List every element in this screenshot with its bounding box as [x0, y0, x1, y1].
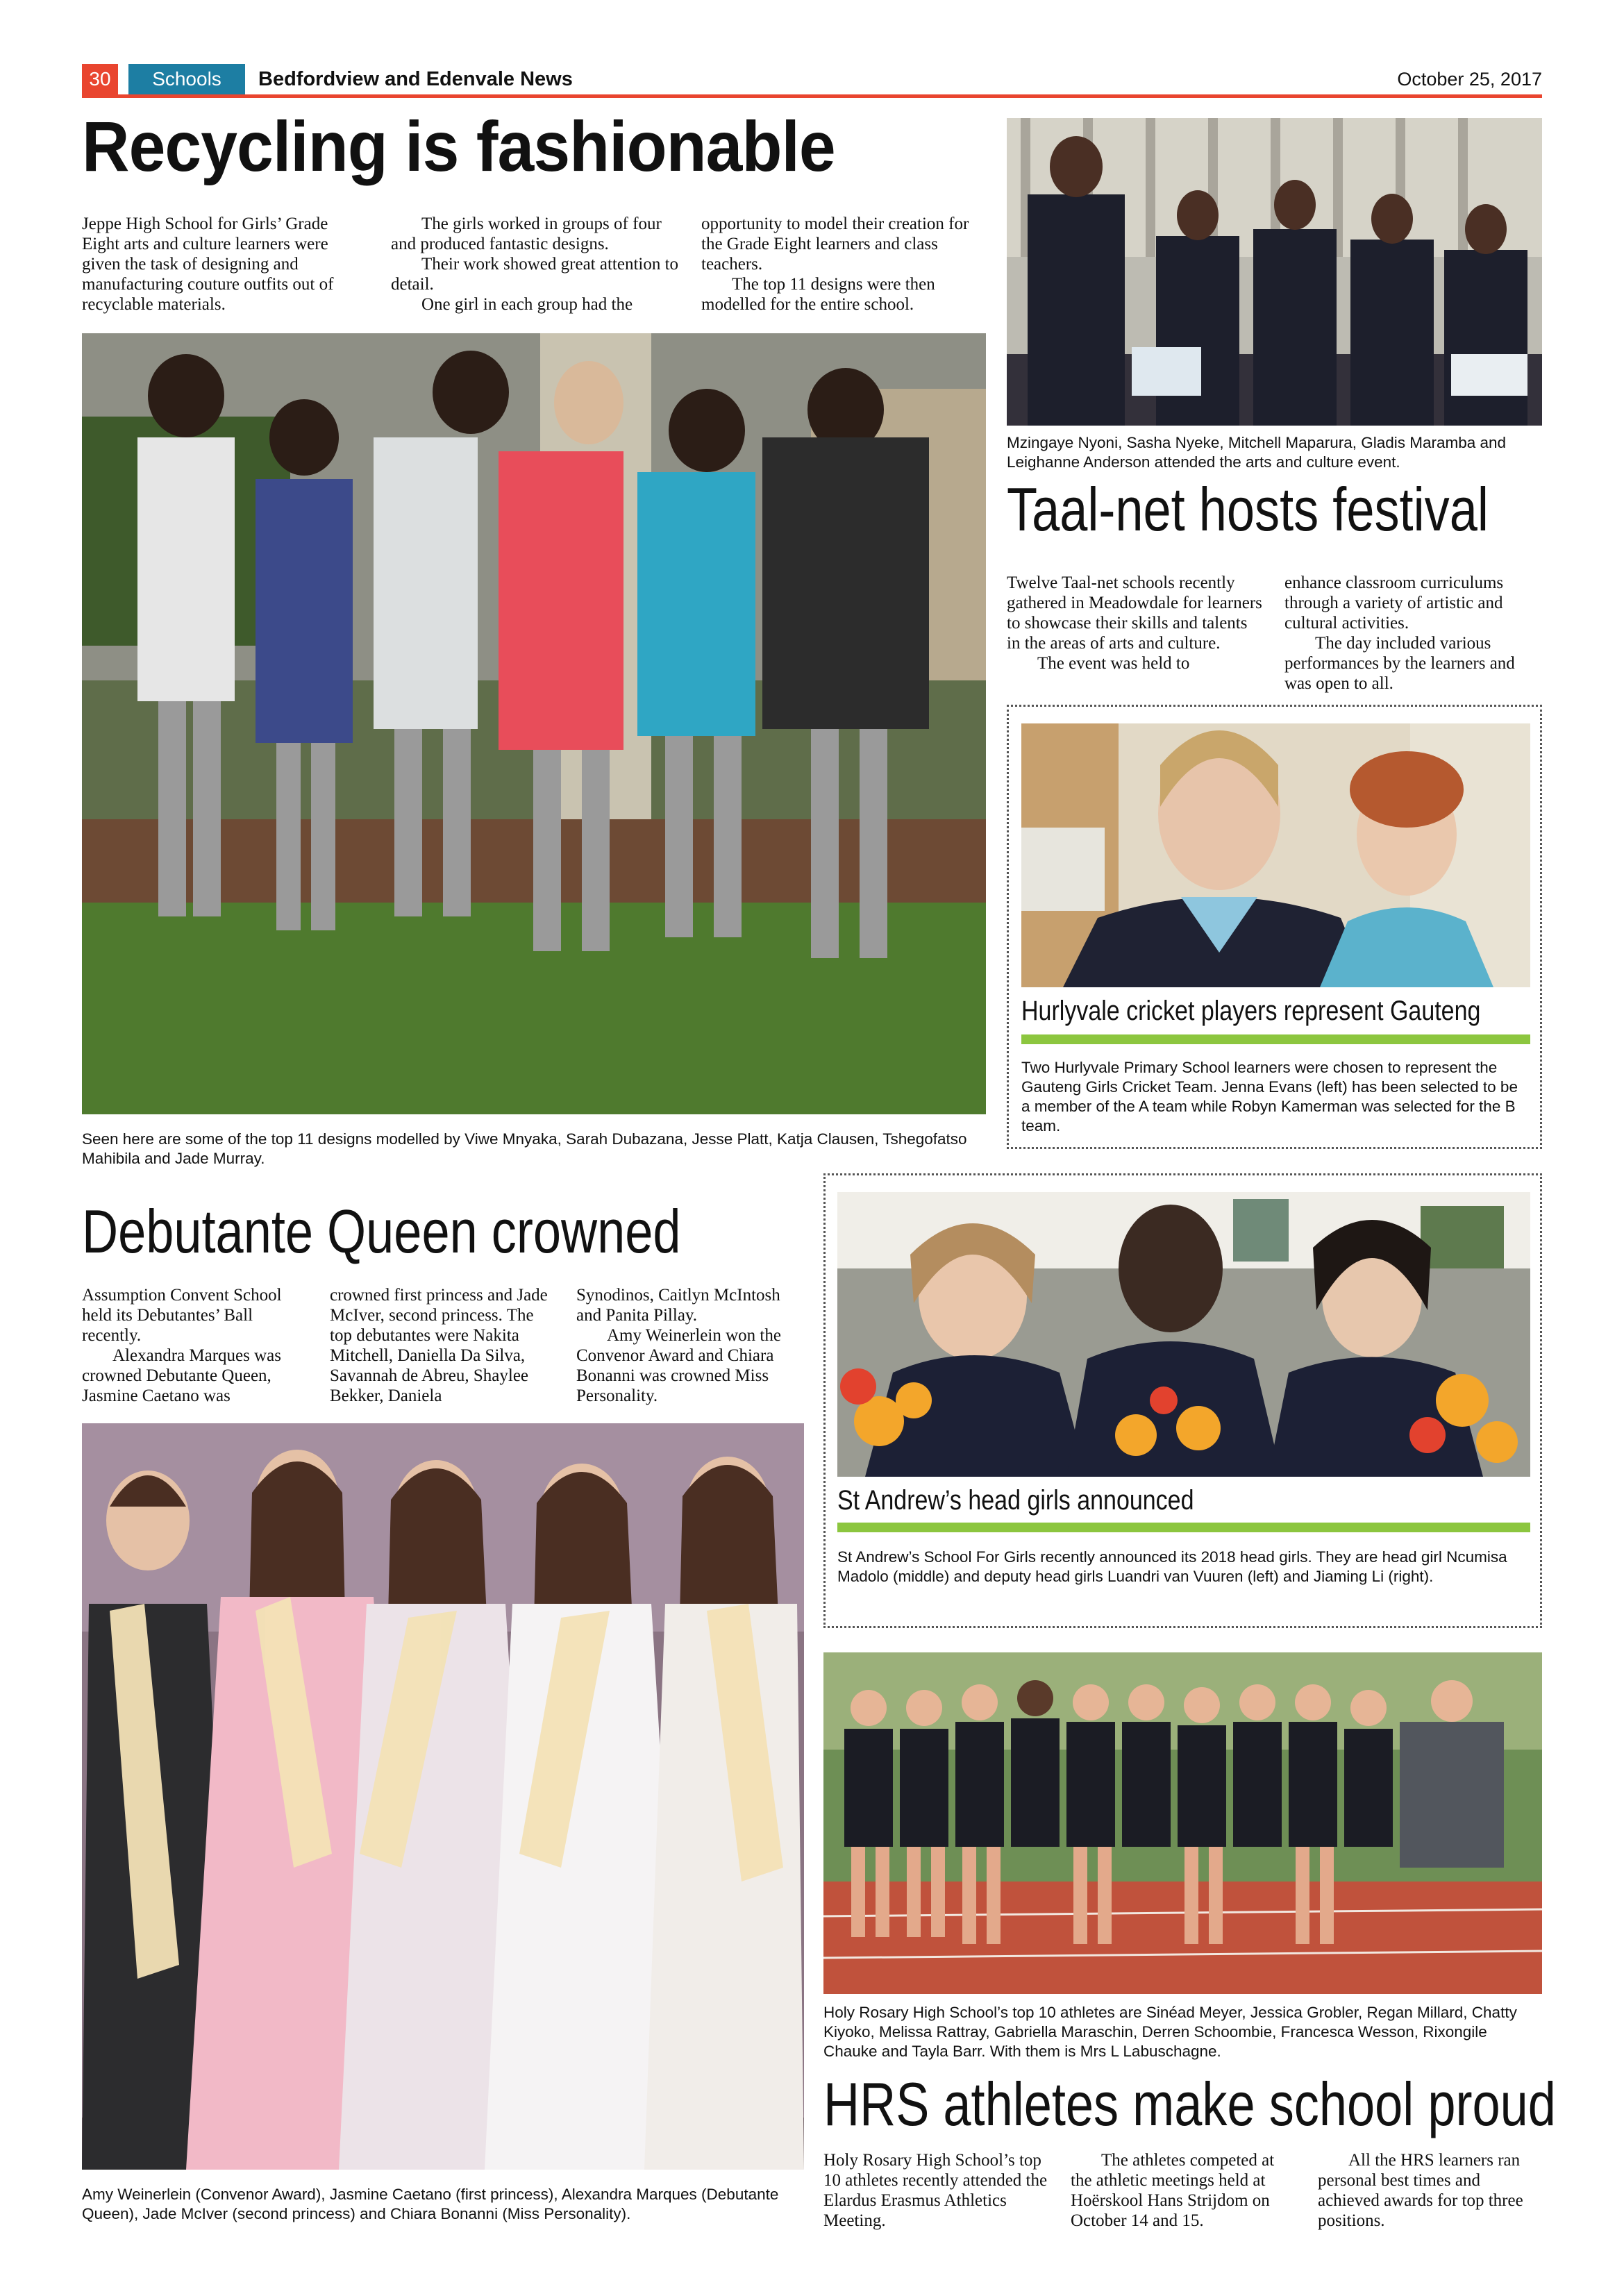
recycling-col-1: Jeppe High School for Girls’ Grade Eight arts and culture learners were given the task of designing and manufacturing couture outfits out of recyclable materials.: [82, 215, 334, 314]
recycling-col-3: opportunity to model their creation for the Grade Eight learners and class teachers. The top 11 designs were then modelled for the entire school.: [701, 215, 969, 314]
standrews-text: St Andrew’s School For Girls recently announced its 2018 head girls. They are head girl Ncumisa Madolo (middle) and deputy head girls Luandri van Vuuren (left) and Jiaming Li (right).: [837, 1548, 1507, 1585]
hrs-photo: [823, 1652, 1542, 1994]
debutante-headline: Debutante Queen crowned: [82, 1197, 681, 1266]
recycling-photo: [82, 333, 986, 1114]
section-label: Schools: [128, 64, 245, 94]
taalnet-headline: Taal-net hosts festival: [1007, 475, 1489, 544]
hrs-col-2: The athletes competed at the athletic meetings held at Hoërskool Hans Strijdom on October 14 and 15.: [1071, 2151, 1275, 2230]
hrs-col-1: Holy Rosary High School’s top 10 athletes recently attended the Elardus Erasmus Athletics Meeting.: [823, 2151, 1048, 2230]
debutante-col-2: crowned first princess and Jade McIver, second princess. The top debutantes were Nakita Mitchell, Daniella Da Silva, Savannah de Abreu, Shaylee Bekker, Daniela: [330, 1286, 548, 1405]
hrs-col-3: All the HRS learners ran personal best times and achieved awards for top three positions.: [1318, 2151, 1523, 2230]
recycling-col-2: The girls worked in groups of four and produced fantastic designs. Their work showed great attention to detail. One girl in each group had the: [391, 215, 679, 314]
recycling-caption: Seen here are some of the top 11 designs modelled by Viwe Mnyaka, Sarah Dubazana, Jesse Platt, Katja Clausen, Tshegofatso Mahibila and Jade Murray.: [82, 1130, 967, 1167]
debutante-col-1: Assumption Convent School held its Debutantes’ Ball recently. Alexandra Marques was crowned Debutante Queen, Jasmine Caetano was: [82, 1286, 282, 1405]
taalnet-col-2: enhance classroom curriculums through a variety of artistic and cultural activities. The day included various performances by the learners and was open to all.: [1284, 573, 1515, 693]
hurlyvale-text: Two Hurlyvale Primary School learners were chosen to represent the Gauteng Girls Cricket Team. Jenna Evans (left) has been selected to be a member of the A team while Robyn Kamerman was selected for the B team.: [1021, 1059, 1518, 1134]
hrs-headline: HRS athletes make school proud: [823, 2070, 1556, 2138]
standrews-green-bar: [837, 1523, 1530, 1532]
publication-name: Bedfordview and Edenvale News: [258, 68, 573, 90]
page-number: 30: [82, 64, 118, 94]
debutante-col-3: Synodinos, Caitlyn McIntosh and Panita Pillay. Amy Weinerlein won the Convenor Award and Chiara Bonanni was crowned Miss Personality.: [576, 1286, 781, 1405]
standrews-title: St Andrew’s head girls announced: [837, 1485, 1194, 1516]
taalnet-photo: [1007, 118, 1542, 426]
hrs-photo-caption: Holy Rosary High School’s top 10 athletes are Sinéad Meyer, Jessica Grobler, Regan Millard, Chatty Kiyoko, Melissa Rattray, Gabriella Maraschin, Derren Schoombie, Francesca Wesson, Rixongile Chauke and Tayla Barr. With them is Mrs L Labuschagne.: [823, 2004, 1517, 2060]
issue-date: October 25, 2017: [1397, 69, 1542, 90]
taalnet-col-1: Twelve Taal-net schools recently gathered in Meadowdale for learners to showcase their skills and talents in the areas of arts and culture. The event was held to: [1007, 573, 1262, 673]
debutante-photo: [82, 1423, 804, 2170]
hurlyvale-green-bar: [1021, 1034, 1530, 1044]
taalnet-photo-caption: Mzingaye Nyoni, Sasha Nyeke, Mitchell Maparura, Gladis Maramba and Leighanne Anderson attended the arts and culture event.: [1007, 434, 1507, 471]
standrews-box: [823, 1173, 1542, 1628]
header-rule: [82, 94, 1542, 98]
hurlyvale-photo: [1021, 723, 1530, 987]
standrews-photo: [837, 1192, 1530, 1477]
recycling-headline: Recycling is fashionable: [82, 107, 835, 186]
debutante-caption: Amy Weinerlein (Convenor Award), Jasmine Caetano (first princess), Alexandra Marques (Debutante Queen), Jade McIver (second princess) and Chiara Bonanni (Miss Personality).: [82, 2186, 779, 2222]
hurlyvale-box: [1007, 705, 1542, 1149]
hurlyvale-title: Hurlyvale cricket players represent Gauteng: [1021, 996, 1481, 1026]
